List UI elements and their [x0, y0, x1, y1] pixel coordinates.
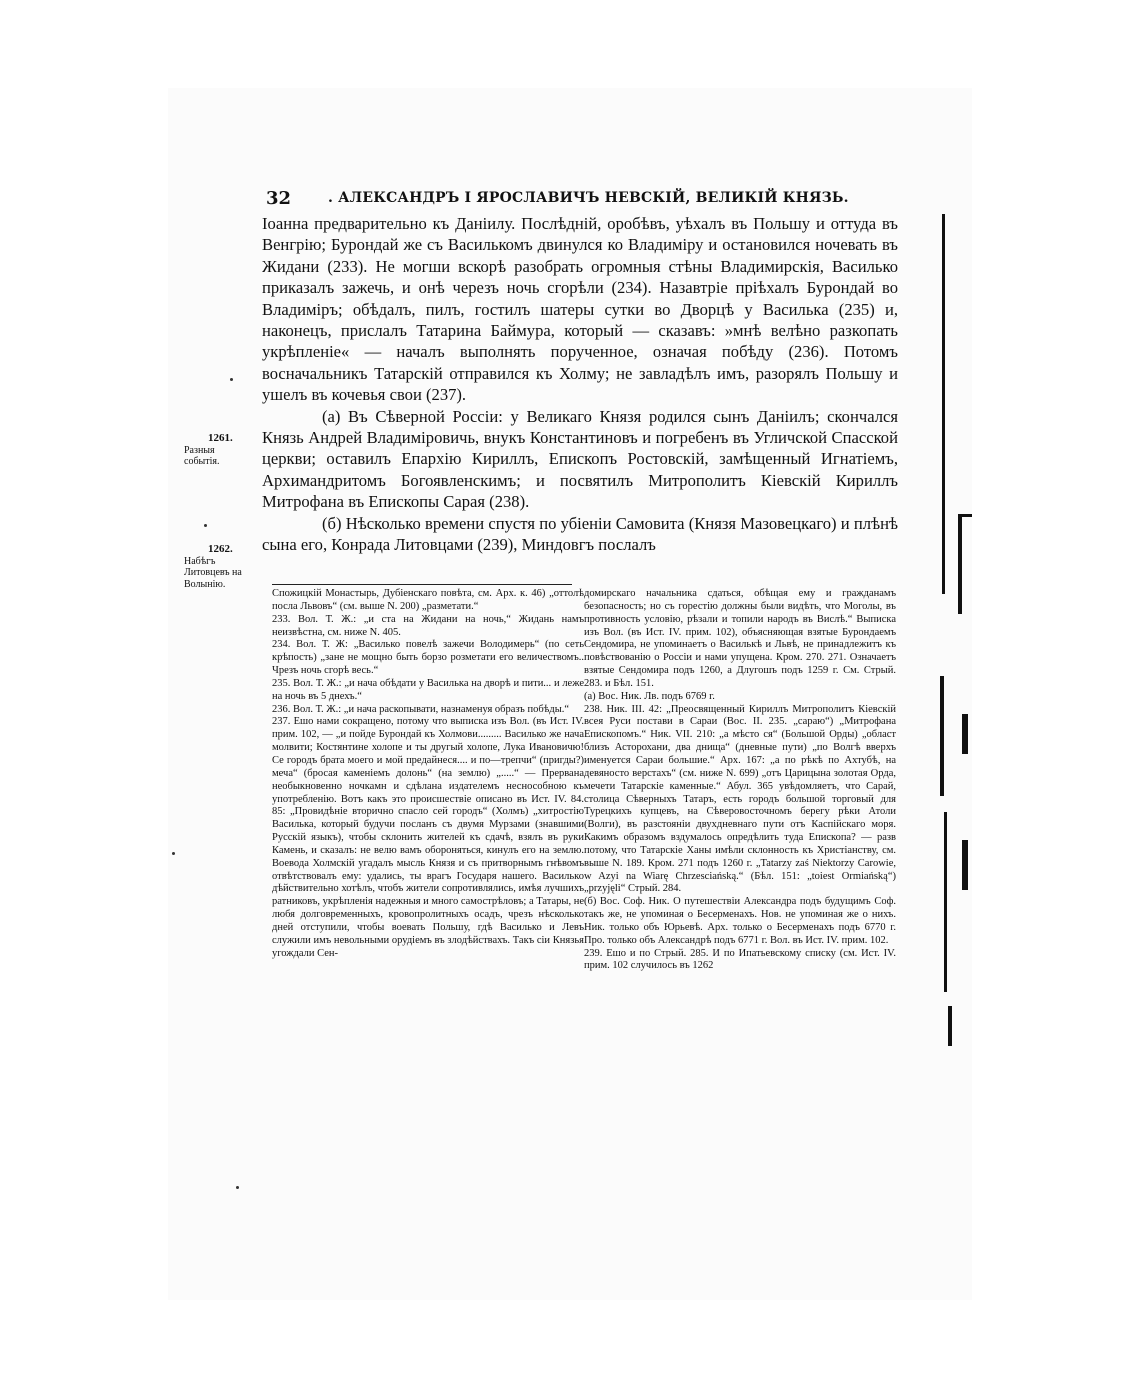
scan-edge-mark: [948, 1006, 952, 1046]
main-paragraph: (б) Нѣсколько времени спустя по убiенiи Самовита (Князя Мазовецкаго) и плѣнѣ сына его, Конрада Литовцами (239), Миндовгъ послалъ: [262, 513, 898, 555]
scan-edge-mark: [944, 812, 947, 992]
footnote: 235. Вол. Т. Ж.: „и нача обѣдати у Василька на дворѣ и пити... и лeже на ночь въ 5 днехъ.“: [272, 677, 584, 702]
scan-edge-mark: [962, 840, 968, 890]
scan-speck: [236, 1186, 239, 1189]
scan-edge-mark: [962, 714, 968, 754]
page-number: 32: [266, 188, 292, 209]
margin-note-year: 1262.: [208, 543, 233, 555]
footnote: 234. Вол. Т. Ж: „Василько повелѣ зажечи Володимерь“ (по сеть крѣпость) „зане не мощно быть борзо розметати его величествомъ.. Чрезъ ночь сгорѣ весь.“: [272, 639, 584, 677]
scan-edge-mark: [958, 514, 972, 517]
scan-speck: [172, 852, 175, 855]
margin-note-label: Набѣгъ Литовцевъ на Волынiю.: [184, 555, 242, 590]
scan-speck: [204, 524, 207, 527]
main-paragraph: (а) Въ Сѣверной Россiи: у Великаго Князя родился сынъ Данiилъ; скончался Князь Андрей Владимiровичь, внукъ Константиновъ и погребенъ въ Угличской Спасской церкви; оставилъ Епархiю Кириллъ, Епископъ Ростовскiй, замѣщенный Игнатiемъ, Архимандритомъ Богоявленскимъ; и посвятилъ Митрополитъ Кiевскiй Кириллъ Митрофана въ Епископы Сарая (238).: [262, 406, 898, 512]
footnote-divider: [272, 584, 572, 585]
footnote: (а) Вос. Ник. Лв. подъ 6769 г.: [584, 690, 715, 702]
footnote: 233. Вол. Т. Ж.: „и ста на Жидани на ночь,“ Жидань намъ неизвѣстна, см. ниже N. 405.: [272, 613, 584, 638]
margin-note-label: Разныя событiя.: [184, 444, 220, 467]
footnote: домирскаго начальника сдаться, обѣщая ему и гражданамъ безопасность; но съ горестiю должны были видѣть, что Моголы, въ противность условiю, рѣзали и топили народъ въ Вислѣ.“ Выписка изъ Вол. (въ Ист. IV. прим. 102), объясняющая взятые Бурондаемъ Сендомира, не упоминаетъ о Василькѣ и Львѣ, не принадлежитъ къ повѣствованiю о Россiи и нами упущена. Кром. 270. 271. Означаетъ взятые Сендомира подъ 1260, а Длугошъ подъ 1259 г. См. Стрый. 283. и Бѣл. 151.: [584, 588, 896, 689]
footnote: 239. Ешо и по Стрый. 285. И по Ипатьевскому списку (см. Ист. IV. прим. 102 случилось въ 1262: [584, 947, 896, 972]
footnotes-right-column: [584, 588, 896, 973]
footnote: 237. Ешо нами сокращено, потому что выписка изъ Вол. (въ Ист. IV. прим. 102, — „и пойде Бурондай къ Холмови......... Василько же нача молвити; Костянтине холопе и ты другый холопе, Лука Ивановичю! Се городъ брата моего и мой предайнеся.... и по—трепчи“ (пригды?) меча“ (бросая каменiемъ долонь“ (на землю) „.....“ — Прервана необыкновенно ночкамн и сдѣлана издателемъ неснособною къ употребленiю. Вотъ какъ это происшествiе описано въ Ист. IV. 84. 85: „Провидѣнiе вторично спасло сей городъ“ (Холмъ) „хитростiю Василька, который будучи посланъ съ двумя Мурзами (знавшими Русскiй языкъ), чтобы склонить жителей къ сдачѣ, взялъ въ руки Камень, и сказалъ: не велю вамъ обороняться, кинулъ его на землю. Воевода Холмскiй угадалъ мысль Князя и съ притворнымъ гнѣвомъ отвѣтствовалъ ему: удались, ты врагъ Государя нашего. Василько дѣйствительно хотѣлъ, чтобъ жители сопротивлялись, имѣя лучшихъ ратниковъ, укрѣпленiя надежныя и много самострѣловъ; а Татары, не любя долговременныхъ, кровопролитныхъ осадъ, чрезъ нѣсколько дней отступили, чтобы воевать Польшу, гдѣ Василько и Левъ служили имъ невольными орудiемъ въ злодѣйствахъ. Такъ сiи Князья угождали Сен-: [272, 716, 584, 959]
margin-note-year: 1261.: [208, 432, 233, 444]
scan-edge-mark: [958, 514, 962, 614]
page-header: [266, 188, 896, 214]
main-paragraph: Іоанна предварительно къ Данiилу. Послѣднiй, оробѣвъ, уѣхалъ въ Польшу и оттуда въ Венгрiю; Буpондай же съ Василькомъ двинулся ко Владимiру и остановился ночевать въ Жидани (233). Не могши вскорѣ разобрать огромныя стѣны Владимирскiя, Василько приказалъ зажечь, и онѣ черезъ ночь сгорѣли (234). Назавтрiе прiѣхалъ Бурондай во Владимiръ; обѣдалъ, пилъ, гостилъ шатеры сутки во Дворцѣ у Василька (235) и, наконецъ, прислалъ Татарина Баймура, который — сказавъ: »мнѣ велѣно разкопать укрѣпленiе« — началъ выполнять порученное, означая побѣду (236). Потомъ восначальникъ Татарскiй отправился къ Холму; не завладѣлъ имъ, разорялъ Польшу и ушелъ въ кочевья свои (237).: [262, 214, 898, 405]
scan-edge-mark: [942, 214, 945, 594]
main-text: [262, 213, 898, 556]
margin-note-1262: [184, 544, 248, 590]
running-title: . АЛЕКСАНДРЪ I ЯРОСЛАВИЧЪ НЕВСКIЙ, ВЕЛИКIЙ КНЯЗЬ.: [328, 190, 849, 206]
scan-edge-mark: [940, 676, 944, 796]
footnote: Спожицкiй Монастырь, Дубiенскаго повѣта, см. Арх. к. 46) „оттолѣ посла Львовъ“ (см. выше N. 200) „разметати.“: [272, 588, 584, 612]
margin-note-1261: [184, 433, 248, 468]
footnotes-left-column: [272, 588, 584, 960]
footnote: 238. Ник. III. 42: „Преосвященный Кириллъ Митрополитъ Кiевскiй всея Руси постави в Сараи (Вос. II. 235. „сараю“) „Митрофана Епископомъ.“ Ник. VII. 210: „а мѣсто ся“ (Большой Орды) „област близъ Асторохани, два днища“ (дневные пути) „по Волгѣ вверхъ именуется Сараи большие.“ Арх. 167: „а по рѣкѣ по Ахтубѣ, на девяносто верстахъ“ (см. ниже N. 699) „отъ Царицына золотая Орда, мечети Татарскiе каменные.“ Абул. 365 увѣдомляетъ, что Сарай, столица Сѣверныхъ Татаръ, есть городъ большой торговый для Турецкихъ купцевъ, на Сѣверовосточномъ берегу рѣки Атоли (Волги), въ разстоянiи двухдневнаго пути отъ Каспiйскаго моря. Какимъ образомъ вздумалось опредѣлить туда Епископа? — разв потому, что Татарскiе Ханы имѣли склонность къ Христiанству, см. выше N. 189. Кром. 271 подъ 1260 г. „Tatarzy zaś Niektorzy Carowie, w Azyi na Wiarę Chrzesciańską.“ (Бѣл. 151: „toiest Ormiańską“) „przyjęli“ Стрый. 284.: [584, 703, 896, 895]
footnote: (б) Вос. Соф. Ник. О путешествiи Александра подъ будущимъ Соф. такъ же, не упоминая о Бесерменахъ. Нов. не упоминая же о нихъ. Ник. только объ Юрьевѣ. Арх. только о Бесерменахъ подъ 6770 г. Про. только объ Александрѣ подъ 6771 г. Вол. въ Ист. IV. прим. 102.: [584, 896, 896, 946]
footnote: 236. Вол. Т. Ж.: „и нача раскопывати, назнаменуя образъ побѣды.“: [272, 703, 570, 715]
scan-speck: [230, 378, 233, 381]
